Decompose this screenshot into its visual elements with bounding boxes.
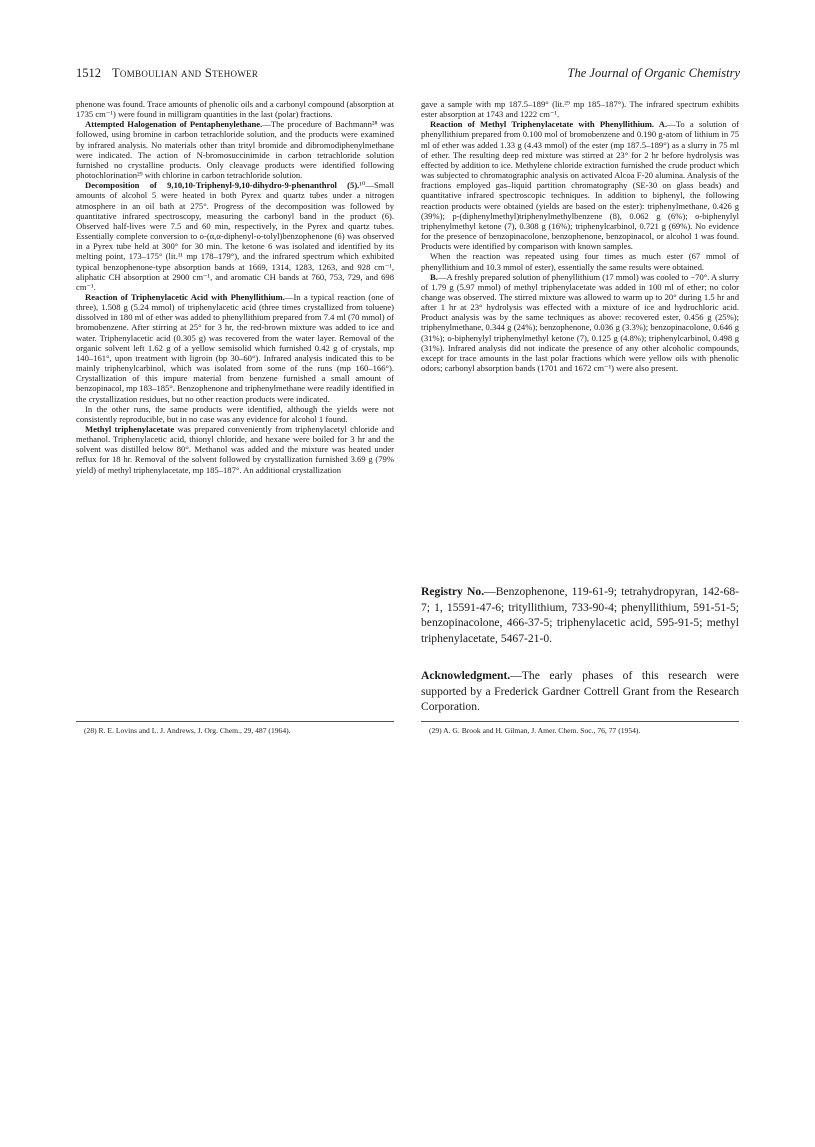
footnote-divider bbox=[421, 721, 739, 722]
section-heading: Acknowledgment. bbox=[421, 669, 511, 682]
paragraph: phenone was found. Trace amounts of phenolic oils and a carbonyl compound (absorption at 1735 cm⁻¹) were found in milligram quantities in the last (polar) fractions. bbox=[76, 99, 394, 120]
paragraph-body: —In a typical reaction (one of three), 1.508 g (5.24 mmol) of triphenylacetic acid (three times crystallized from toluene) dissolved in 180 ml of ether was added to phenyllithium prepared from 7.4 ml (70 mmol) of bromobenzene. After stirring at 25° for 3 hr, the red-brown mixture was added to ice and water. Triphenylacetic acid (0.305 g) was recovered from the water layer. Removal of the organic solvent left 1.62 g of a yellow semisolid which furnished 0.42 g of crystals, mp 140–161°, upon treatment with ligroin (bp 30–60°). Infrared analysis indicated this to be mainly triphenylcarbinol, which was isolated from some of the runs (mp 160–166°). Crystallization of this impure material from benzene furnished a small amount of benzopinacol, mp 183–185°. Benzophenone and triphenylmethane were readily identified in the crystallization residues, but no other reaction products were indicated. bbox=[76, 291, 394, 404]
footnote-divider bbox=[76, 721, 394, 722]
section-heading: B. bbox=[430, 271, 438, 282]
paragraph bbox=[76, 424, 394, 475]
paragraph bbox=[76, 180, 394, 292]
paragraph: When the reaction was repeated using four times as much ester (67 mmol of phenyllithium and 10.3 mmol of ester), essentially the same results were obtained. bbox=[421, 251, 739, 272]
paragraph: gave a sample with mp 187.5–189° (lit.²⁹ mp 185–187°). The infrared spectrum exhibits ester absorption at 1743 and 1222 cm⁻¹. bbox=[421, 99, 739, 120]
footnote-28: (28) R. E. Lovins and L. J. Andrews, J. Org. Chem., 29, 487 (1964). bbox=[84, 726, 291, 735]
paragraph bbox=[421, 668, 739, 715]
section-heading: Attempted Halogenation of Pentaphenylethane. bbox=[85, 119, 263, 130]
footnote-29: (29) A. G. Brook and H. Gilman, J. Amer. Chem. Soc., 76, 77 (1954). bbox=[429, 726, 641, 735]
paragraph-body: was prepared conveniently from triphenylacetyl chloride and methanol. Triphenylacetic acid, thionyl chloride, and hexane were boiled for 3 hr and the solvent was distilled below 80°. Methanol was added and the mixture was heated under reflux for 18 hr. Removal of the solvent followed by crystallization furnished 3.69 g (79% yield) of methyl triphenylacetate, mp 185–187°. An additional crystallization bbox=[76, 424, 395, 475]
right-column bbox=[421, 99, 739, 373]
paragraph-body: —Benzophenone, 119-61-9; tetrahydropyran, 142-68-7; 1, 15591-47-6; trityllithium, 733-90-4; phenyllithium, 591-51-5; benzopinacolone, 466-37-5; triphenylacetic acid, 595-91-5; methyl triphenylacetate, 5467-21-0. bbox=[421, 585, 739, 645]
paragraph bbox=[76, 292, 394, 404]
journal-name: The Journal of Organic Chemistry bbox=[567, 66, 740, 80]
acknowledgment bbox=[421, 668, 739, 715]
section-heading: Registry No. bbox=[421, 585, 485, 598]
paragraph: In the other runs, the same products were identified, although the yields were not consistently reproducible, but in no case was any evidence for alcohol 1 found. bbox=[76, 403, 394, 424]
registry-numbers bbox=[421, 584, 739, 646]
paragraph-body: ¹⁰—Small amounts of alcohol 5 were heated in both Pyrex and quartz tubes under a nitrogen atmosphere in an oil bath at 275°. Progress of the decomposition was followed by quantitative infrared spectroscopy, measuring the carbonyl band in the product (6). Observed half-lives were 7.5 and 60 min, respectively, in the Pyrex and quartz tubes. Essentially complete conversion to o-(α,α-diphenyl-o-tolyl)benzophenone (6) was observed in a Pyrex tube held at 300° for 30 min. The ketone 6 was isolated and identified by its melting point, 173–175° (lit.¹¹ mp 178–179°), and the infrared spectrum which exhibited typical benzophenone-type absorption bands at 1669, 1314, 1283, 1263, and 928 cm⁻¹, aliphatic CH absorption at 2900 cm⁻¹, and aromatic CH bands at 760, 753, 729, and 698 cm⁻¹. bbox=[76, 180, 394, 292]
paragraph-body: —The procedure of Bachmann²⁸ was followed, using bromine in carbon tetrachloride solution, and the products were examined by infrared analysis. No materials other than trityl bromide and dibromodiphenylmethane were indicated. The action of N-bromosuccinimide in carbon tetrachloride solution furnished no crystalline products. Only cleavage products were identified following photochlorination²⁹ with chlorine in carbon tetrachloride solution. bbox=[76, 119, 394, 181]
page-header bbox=[76, 66, 740, 86]
section-heading: Methyl triphenylacetate bbox=[85, 424, 175, 434]
paragraph bbox=[421, 272, 739, 374]
section-heading: Decomposition of 9,10,10-Triphenyl-9,10-dihydro-9-phenanthrol (5). bbox=[85, 180, 360, 191]
page-number: 1512 bbox=[76, 66, 101, 80]
section-heading: Reaction of Methyl Triphenylacetate with Phenyllithium. A. bbox=[430, 119, 668, 130]
paragraph bbox=[76, 119, 394, 180]
paragraph bbox=[421, 119, 739, 251]
left-column bbox=[76, 99, 394, 475]
paragraph bbox=[421, 584, 739, 646]
paragraph-body: —A freshly prepared solution of phenyllithium (17 mmol) was cooled to −70°. A slurry of 1.79 g (5.97 mmol) of methyl triphenylacetate was added in 100 ml of ether; no color change was observed. The stirred mixture was allowed to warm up to 20° during 1.5 hr and after 1 hr at 23° hydrolysis was effected with a mixture of ice and hydrochloric acid. Product analysis was by the same techniques as above: recovered ester, 0.456 g (25%); triphenylmethane, 0.344 g (24%); benzophenone, 0.036 g (3.3%); benzopinacolone, 0.646 g (31%); o-biphenylyl triphenylmethyl ketone (7), 0.125 g (4.8%); triphenylcarbinol, 0.498 g (31%). Infrared analysis did not indicate the presence of any other alcoholic compounds, except for trace amounts in the last polar fractions which were yellow oils with phenolic odors; carbonyl absorption bands (1701 and 1672 cm⁻¹) were also present. bbox=[421, 271, 739, 374]
running-head-authors: Tomboulian and Stehower bbox=[112, 66, 259, 80]
paragraph-body: —To a solution of phenyllithium prepared from 0.100 mol of bromobenzene and 0.190 g-atom of lithium in 75 ml of ether was added 1.33 g (4.43 mmol) of the ester (mp 187.5–189°) as a slurry in 75 ml of ether. The resulting deep red mixture was stirred at 23° for 2 hr before hydrolysis was effected by addition to ice. Methylene chloride extraction furnished the crude product which was subjected to chromatographic analysis on activated Alcoa F-20 alumina. Analysis of the fractions employed gas–liquid partition chromatography (SE-30 on glass beads) and quantitative infrared spectroscopic techniques. In addition to biphenyl, the following reaction products were obtained (yields are based on the ester): triphenylmethane, 0.426 g (39%); p-(diphenylmethyl)triphenylmethylbenzene (8), 0.062 g (6%); o-biphenylyl triphenylmethyl ketone (7), 0.308 g (16%); triphenylcarbinol, 0.721 g (69%). No evidence for the presence of benzopinacolone, benzophenone, benzopinacol, or alcohol 1 was found. Products were identified by comparison with known samples. bbox=[421, 119, 740, 252]
paragraph-body: —The early phases of this research were supported by a Frederick Gardner Cottrell Grant from the Research Corporation. bbox=[421, 669, 739, 714]
section-heading: Reaction of Triphenylacetic Acid with Phenyllithium. bbox=[85, 291, 285, 302]
